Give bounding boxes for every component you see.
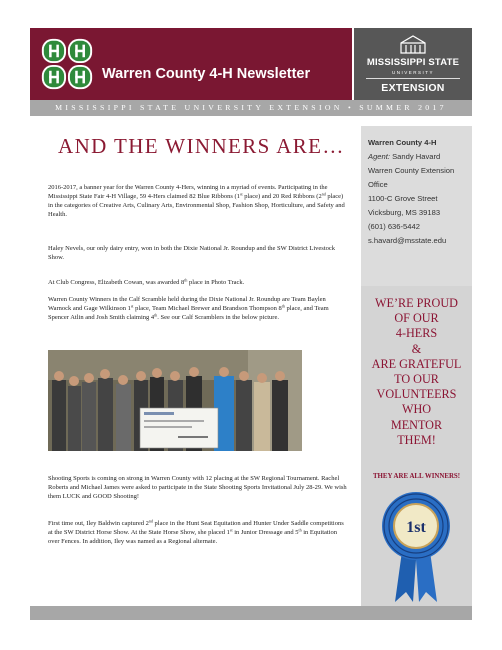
volunteer-message-line: MENTOR	[390, 417, 443, 432]
msu-university: UNIVERSITY	[391, 70, 434, 75]
first-place-ribbon-icon	[373, 488, 459, 604]
volunteer-message-line: OF OUR	[394, 311, 439, 326]
ribbon-label: 1st	[406, 519, 426, 536]
article-paragraph-fair: 2016-2017, a banner year for the Warren County 4-Hers, winning in a myriad of events. Participating in the Mississippi State Fair 4-H Village, 59 4-Hers claimed 82 Blue Ribbons (1st place) and 20 Red Ribbons (2nd place) in the categories of Creative Arts, Culinary Arts, Environmental Shop, Fashion Shop, Horticulture, and Safety and Health.	[48, 184, 345, 218]
winners-tagline: THEY ARE ALL WINNERS!	[372, 473, 461, 480]
footer-bar	[30, 606, 472, 620]
sidebar	[361, 126, 472, 606]
contact-city: Vicksburg, MS 39183	[368, 208, 441, 217]
four-h-clover-logo	[38, 34, 96, 94]
agent-name: Sandy Havard	[392, 152, 441, 161]
msu-name: MISSISSIPPI STATE	[366, 57, 460, 68]
agent-label: Agent:	[368, 152, 390, 161]
article-paragraph-horse-show: First time out, Iley Baldwin captured 2nd place in the Hunt Seat Equitation and Hunter Under Saddle competitions at the SW District Horse Show. At the State Horse Show, she placed 1st in Junior Dressage and 5th in Equitation over Fences. In addition, Iley was named as a Regional alternate.	[48, 518, 344, 545]
volunteer-message-line: TO OUR	[394, 372, 439, 387]
contact-card	[361, 126, 472, 286]
article-paragraph-club-congress: At Club Congress, Elizabeth Cowan, was awarded 8th place in Photo Track.	[48, 277, 245, 286]
newsletter-title: Warren County 4-H Newsletter	[102, 66, 311, 82]
msu-building-icon	[398, 34, 428, 54]
issue-banner: MISSISSIPPI STATE UNIVERSITY EXTENSION • SUMMER 2017	[30, 100, 472, 116]
contact-office-line1: Warren County Extension	[368, 166, 455, 175]
msu-divider	[366, 78, 460, 79]
newsletter-header	[30, 28, 352, 100]
volunteer-message-line: WE’RE PROUD	[375, 296, 458, 310]
article-paragraph-dairy: Haley Nevels, our only dairy entry, won in both the Dixie National Jr. Roundup and the SW District Livestock Show.	[48, 245, 336, 261]
contact-title: Warren County 4-H	[368, 138, 437, 147]
contact-phone: (601) 636-5442	[368, 222, 420, 231]
volunteer-message-line: ARE GRATEFUL	[371, 356, 462, 371]
volunteer-message-line: 4-HERS	[395, 326, 438, 341]
article-headline: AND THE WINNERS ARE…	[58, 134, 345, 158]
volunteer-message-line: WHO	[401, 402, 432, 417]
contact-street: 1100-C Grove Street	[368, 194, 438, 203]
volunteer-message	[361, 296, 472, 448]
contact-email[interactable]: s.havard@msstate.edu	[368, 236, 447, 245]
contact-office-line2: Office	[368, 180, 388, 189]
msu-extension: EXTENSION	[381, 82, 445, 94]
article-paragraph-shooting-sports: Shooting Sports is coming on strong in Warren County with 12 placing at the SW Regional Tournament. Rachel Roberts and Michael James were asked to participate in the State Shooting Sports Invitational July 28-29. We wish them LUCK and GOOD Shooting!	[48, 475, 347, 500]
volunteer-message-line: THEM!	[397, 432, 436, 447]
contact-agent	[368, 152, 440, 161]
calf-scramblers-photo	[48, 350, 302, 451]
volunteer-message-line: &	[411, 341, 422, 356]
article-paragraph-calf-scramble: Warren County Winners in the Calf Scramble held during the Dixie National Jr. Roundup are Team Baylen Warnock and Gage Wilkinson 1st place, Team Michael Brewer and Brandson Thompson 8th place, and Team Spencer Atlin and Josh Smith claiming 4th. See our Calf Scramblers in the below picture.	[48, 296, 329, 321]
msu-extension-logo	[354, 28, 472, 100]
volunteer-message-line: VOLUNTEERS	[376, 387, 457, 402]
